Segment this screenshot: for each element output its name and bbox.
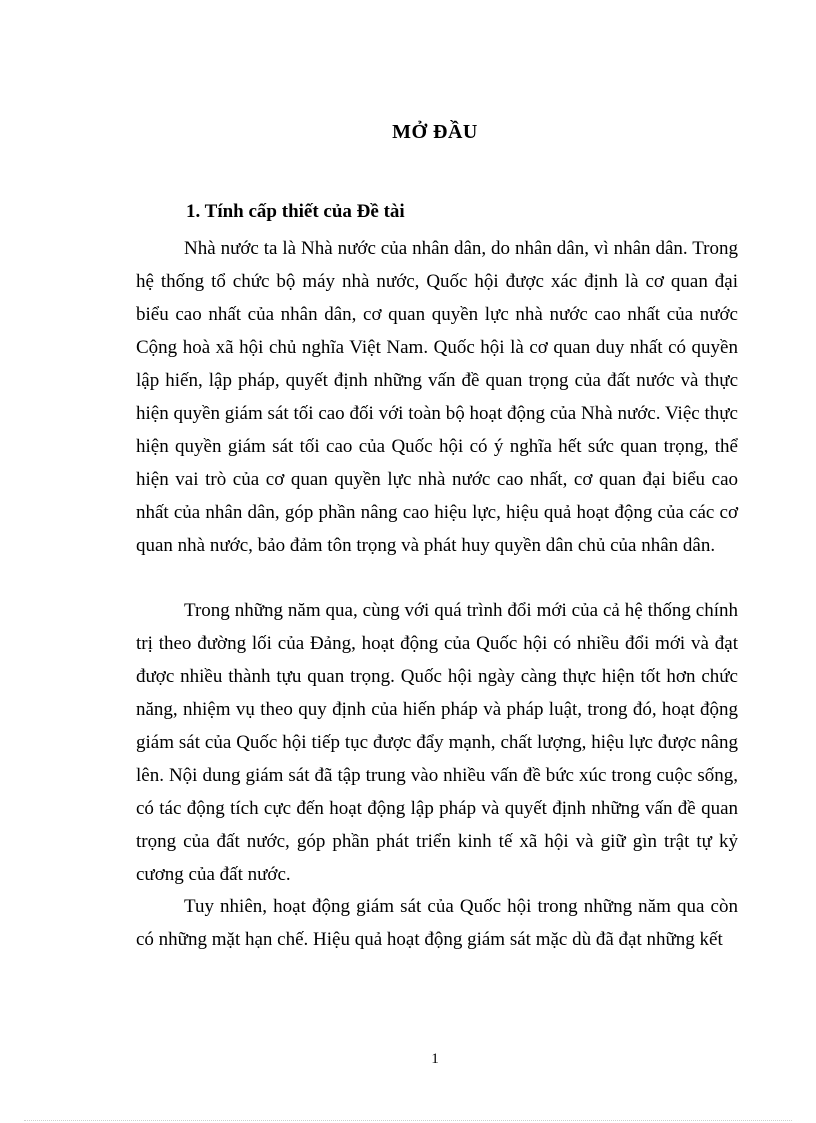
paragraph: Tuy nhiên, hoạt động giám sát của Quốc hội trong những năm qua còn có những mặt hạn chế. Hiệu quả hoạt động giám sát mặc dù đã đạt những kết [136, 896, 738, 950]
paragraph-2-block [136, 594, 738, 891]
paragraph: Trong những năm qua, cùng với quá trình đổi mới của cả hệ thống chính trị theo đường lối của Đảng, hoạt động của Quốc hội có nhiều đổi mới và đạt được nhiều thành tựu quan trọng. Quốc hội ngày càng thực hiện tốt hơn chức năng, nhiệm vụ theo quy định của hiến pháp và pháp luật, trong đó, hoạt động giám sát của Quốc hội tiếp tục được đẩy mạnh, chất lượng, hiệu lực được nâng lên. Nội dung giám sát đã tập trung vào nhiều vấn đề bức xúc trong cuộc sống, có tác động tích cực đến hoạt động lập pháp và quyết định những vấn đề quan trọng của đất nước, góp phần phát triển kinh tế xã hội và giữ gìn trật tự kỷ cương của đất nước. [136, 600, 738, 885]
paragraph-3-block [136, 890, 738, 956]
page-title: MỞ ĐẦU [392, 121, 478, 143]
paragraph: Nhà nước ta là Nhà nước của nhân dân, do nhân dân, vì nhân dân. Trong hệ thống tổ chức bộ máy nhà nước, Quốc hội được xác định là cơ quan đại biểu cao nhất của nhân dân, cơ quan quyền lực nhà nước cao nhất của nước Cộng hoà xã hội chủ nghĩa Việt Nam. Quốc hội là cơ quan duy nhất có quyền lập hiến, lập pháp, quyết định những vấn đề quan trọng của đất nước và thực hiện quyền giám sát tối cao đối với toàn bộ hoạt động của Nhà nước. Việc thực hiện quyền giám sát tối cao của Quốc hội có ý nghĩa hết sức quan trọng, thể hiện vai trò của cơ quan quyền lực nhà nước cao nhất, cơ quan đại biểu cao nhất của nhân dân, góp phần nâng cao hiệu lực, hiệu quả hoạt động của các cơ quan nhà nước, bảo đảm tôn trọng và phát huy quyền dân chủ của nhân dân. [136, 238, 738, 556]
paragraph-1-block [136, 232, 738, 562]
page-number: 1 [431, 1051, 439, 1067]
page-bottom-divider [24, 1120, 792, 1121]
section-heading: 1. Tính cấp thiết của Đề tài [186, 201, 405, 222]
